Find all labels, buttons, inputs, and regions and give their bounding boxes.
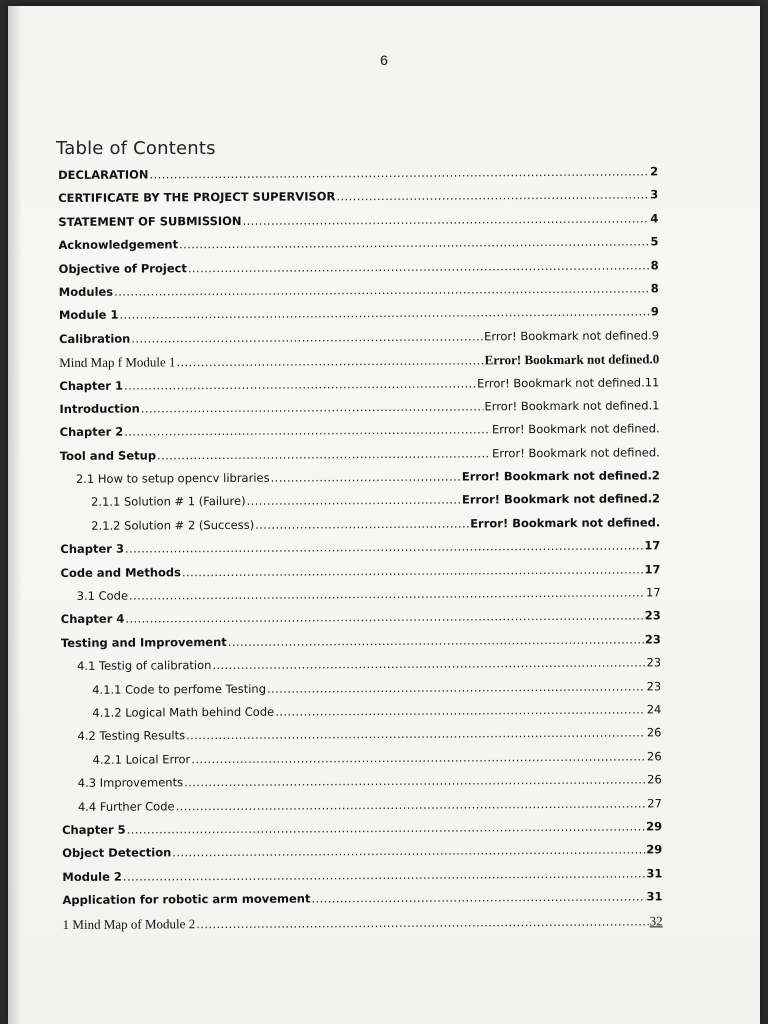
- toc-entry-label: DECLARATION: [58, 167, 149, 182]
- leader-dots: [311, 886, 645, 911]
- toc-entry-page: 31: [646, 866, 663, 881]
- toc-entry-page: Error! Bookmark not defined.: [491, 421, 660, 437]
- toc-entry-label: Mind Map f Module 1: [59, 354, 176, 371]
- leader-dots: [246, 489, 461, 514]
- toc-entry-page: Error! Bookmark not defined.2: [461, 491, 661, 508]
- table-of-contents: [58, 160, 663, 936]
- toc-entry-page: 8: [650, 257, 659, 272]
- leader-dots: [114, 277, 650, 304]
- page-edge-shadow: [8, 6, 22, 1024]
- leader-dots: [267, 675, 646, 701]
- leader-dots: [127, 815, 646, 842]
- leader-dots: [176, 350, 483, 375]
- toc-entry-page: Error! Bookmark not defined.: [470, 515, 661, 531]
- leader-dots: [172, 839, 645, 865]
- toc-entry-label: 4.1 Testig of calibration: [77, 658, 212, 674]
- toc-entry-page: 17: [644, 538, 661, 553]
- toc-entry-page: 29: [646, 842, 663, 857]
- toc-entry-page: 23: [644, 632, 661, 647]
- toc-entry-page: 4: [650, 211, 659, 226]
- toc-entry-robotic-arm[interactable]: [62, 885, 662, 912]
- toc-entry-page: Error! Bookmark not defined.: [492, 445, 660, 461]
- toc-entry-page: 32: [649, 912, 663, 928]
- toc-entry-label: Module 2: [62, 869, 122, 884]
- toc-entry-page: 17: [644, 561, 661, 577]
- toc-entry-label: 2.1.2 Solution # 2 (Success): [91, 517, 255, 533]
- toc-entry-page: 3: [650, 187, 659, 202]
- toc-entry-label: Modules: [58, 284, 114, 299]
- toc-entry-label: Introduction: [59, 401, 140, 416]
- toc-entry-page: Error! Bookmark not defined.0: [484, 351, 660, 368]
- leader-dots: [228, 628, 644, 654]
- toc-entry-page: 26: [646, 749, 662, 764]
- toc-entry-label: CERTIFICATE BY THE PROJECT SUPERVISOR: [58, 189, 336, 206]
- toc-entry-label: Code and Methods: [60, 564, 182, 580]
- page-number: 6: [380, 52, 388, 68]
- toc-entry-label: 4.4 Further Code: [77, 798, 175, 814]
- toc-entry-page: 23: [644, 608, 661, 623]
- leader-dots: [123, 862, 646, 889]
- toc-entry-label: Application for robotic arm movement: [62, 891, 311, 908]
- leader-dots: [179, 231, 650, 257]
- leader-dots: [182, 558, 644, 584]
- toc-entry-label: Chapter 3: [60, 541, 124, 557]
- toc-entry-label: 3.1 Code: [76, 588, 129, 603]
- toc-entry-label: Chapter 4: [60, 612, 125, 627]
- leader-dots: [271, 466, 461, 491]
- toc-entry-label: 4.2.1 Loical Error: [92, 751, 191, 767]
- leader-dots: [242, 207, 649, 233]
- toc-entry-label: 2.1.1 Solution # 1 (Failure): [91, 494, 246, 510]
- toc-entry-page: Error! Bookmark not defined.2: [461, 468, 660, 484]
- toc-entry-label: Calibration: [59, 331, 131, 346]
- toc-entry-label: 4.1.2 Logical Math behind Code: [92, 704, 275, 720]
- leader-dots: [149, 160, 649, 186]
- toc-entry-label: 1 Mind Map of Module 2: [62, 915, 196, 932]
- toc-entry-label: 4.1.1 Code to perfome Testing: [92, 681, 267, 697]
- toc-entry-label: Tool and Setup: [59, 448, 157, 463]
- toc-entry-page: 9: [650, 304, 659, 319]
- toc-entry-label: Acknowledgement: [58, 237, 179, 253]
- toc-entry-label: Objective of Project: [58, 260, 187, 276]
- toc-entry-page: 23: [646, 678, 662, 694]
- toc-entry-page: 17: [645, 585, 661, 600]
- toc-entry-page: Error! Bookmark not defined.11: [477, 374, 660, 390]
- leader-dots: [141, 395, 484, 420]
- toc-entry-label: Chapter 2: [59, 424, 124, 440]
- leader-dots: [184, 769, 646, 795]
- toc-title: Table of Contents: [56, 138, 216, 159]
- leader-dots: [188, 254, 650, 280]
- leader-dots: [131, 325, 483, 351]
- toc-entry-label: 4.3 Improvements: [77, 775, 184, 791]
- leader-dots: [186, 722, 646, 748]
- leader-dots: [125, 535, 644, 562]
- toc-entry-page: 8: [650, 281, 659, 296]
- document-page: [8, 6, 760, 1024]
- leader-dots: [255, 512, 469, 537]
- leader-dots: [176, 792, 647, 818]
- leader-dots: [212, 652, 645, 678]
- leader-dots: [129, 581, 645, 608]
- toc-entry-page: Error! Bookmark not defined.9: [484, 328, 660, 344]
- leader-dots: [125, 605, 644, 632]
- leader-dots: [336, 184, 649, 209]
- toc-entry-label: STATEMENT OF SUBMISSION: [58, 213, 242, 229]
- leader-dots: [124, 372, 476, 398]
- leader-dots: [119, 301, 650, 328]
- leader-dots: [275, 698, 646, 724]
- toc-entry-page: Error! Bookmark not defined.1: [484, 398, 660, 414]
- toc-entry-page: 26: [647, 772, 662, 787]
- leader-dots: [124, 419, 491, 445]
- toc-entry-page: 2: [649, 164, 659, 179]
- leader-dots: [157, 442, 491, 467]
- leader-dots: [196, 910, 649, 936]
- toc-entry-page: 23: [646, 655, 662, 670]
- toc-entry-label: 4.2 Testing Results: [77, 728, 186, 744]
- toc-entry-label: Chapter 1: [59, 378, 123, 393]
- toc-entry-page: 27: [647, 795, 662, 810]
- toc-entry-label: Chapter 5: [62, 822, 126, 837]
- leader-dots: [191, 745, 646, 771]
- toc-entry-page: 5: [650, 234, 659, 249]
- toc-entry-label: Object Detection: [62, 845, 172, 861]
- toc-entry-label: 2.1 How to setup opencv libraries: [75, 470, 270, 486]
- toc-entry-page: 31: [646, 889, 663, 904]
- toc-entry-page: 24: [646, 702, 662, 717]
- toc-entry-page: 26: [646, 725, 662, 740]
- toc-entry-mind-map-module-2[interactable]: [63, 909, 663, 936]
- toc-entry-page: 29: [645, 819, 663, 834]
- toc-entry-label: Testing and Improvement: [60, 634, 227, 650]
- toc-entry-label: Module 1: [58, 307, 119, 323]
